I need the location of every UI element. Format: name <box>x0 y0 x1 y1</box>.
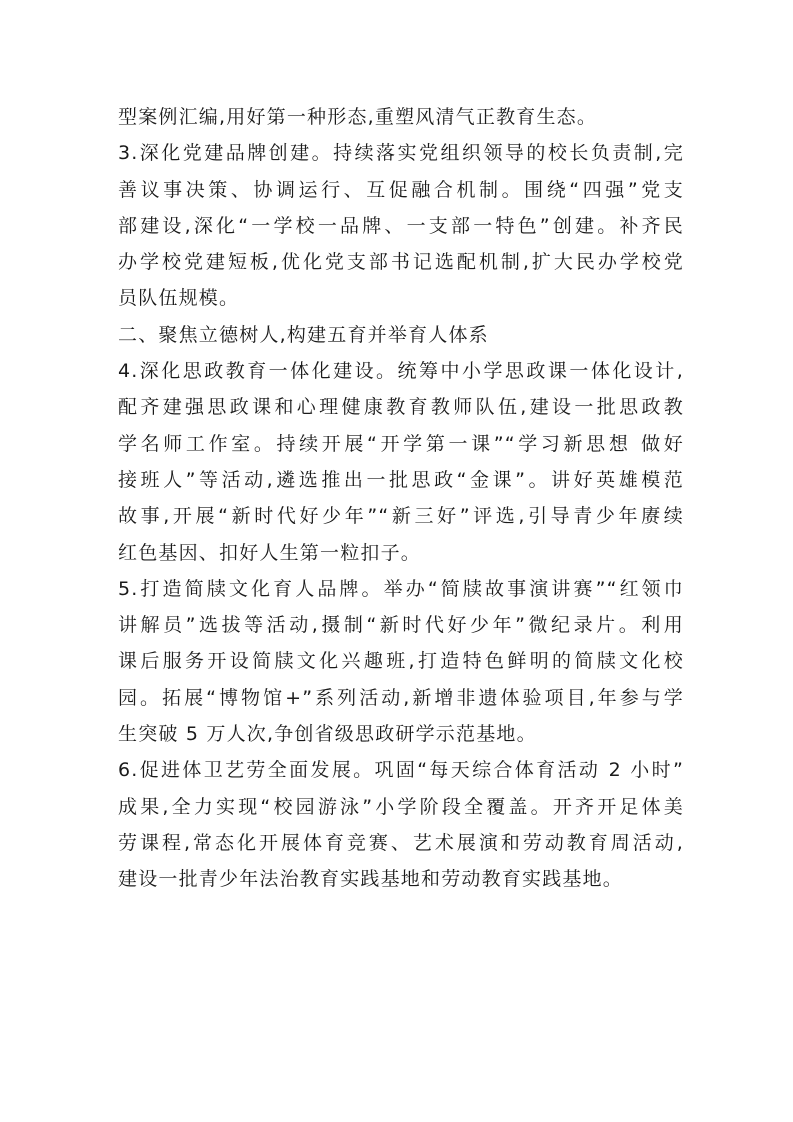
text-line: 型案例汇编,用好第一种形态,重塑风清气正教育生态。 <box>118 106 598 128</box>
text-line: 生突破 5 万人次,争创省级思政研学示范基地。 <box>118 723 537 746</box>
text-line: 学名师工作室。持续开展“开学第一课”“学习新思想 做好 <box>118 432 684 455</box>
text-line: 接班人”等活动,遴选推出一批思政“金课”。讲好英雄模范 <box>118 468 684 491</box>
text-line: 配齐建强思政课和心理健康教育教师队伍,建设一批思政教 <box>118 396 684 419</box>
text-line: 园。拓展“博物馆+”系列活动,新增非遗体验项目,年参与学 <box>118 686 684 709</box>
text-line: 办学校党建短板,优化党支部书记选配机制,扩大民办学校党 <box>118 251 684 274</box>
text-line: 部建设,深化“一学校一品牌、一支部一特色”创建。补齐民 <box>118 214 684 237</box>
text-line: 劳课程,常态化开展体育竞赛、艺术展演和劳动教育周活动, <box>118 831 684 854</box>
text-line: 红色基因、扣好人生第一粒扣子。 <box>118 541 422 564</box>
text-line: 故事,开展“新时代好少年”“新三好”评选,引导青少年赓续 <box>118 505 684 528</box>
text-line: 4.深化思政教育一体化建设。统筹中小学思政课一体化设计, <box>118 360 684 383</box>
text-line: 成果,全力实现“校园游泳”小学阶段全覆盖。开齐开足体美 <box>118 795 684 818</box>
text-line: 员队伍规模。 <box>118 287 240 310</box>
text-line: 讲解员”选拔等活动,摄制“新时代好少年”微纪录片。利用 <box>118 614 684 637</box>
text-line: 6.促进体卫艺劳全面发展。巩固“每天综合体育活动 2 小时” <box>118 759 684 782</box>
text-line: 建设一批青少年法治教育实践基地和劳动教育实践基地。 <box>118 868 624 891</box>
text-line: 3.深化党建品牌创建。持续落实党组织领导的校长负责制,完 <box>118 142 684 165</box>
section-heading: 二、聚焦立德树人,构建五育并举育人体系 <box>118 323 489 346</box>
document-body <box>118 99 684 898</box>
text-line: 课后服务开设简牍文化兴趣班,打造特色鲜明的简牍文化校 <box>118 650 684 673</box>
text-line: 善议事决策、协调运行、互促融合机制。围绕“四强”党支 <box>118 178 684 201</box>
text-line: 5.打造简牍文化育人品牌。举办“简牍故事演讲赛”“红领巾 <box>118 577 684 600</box>
